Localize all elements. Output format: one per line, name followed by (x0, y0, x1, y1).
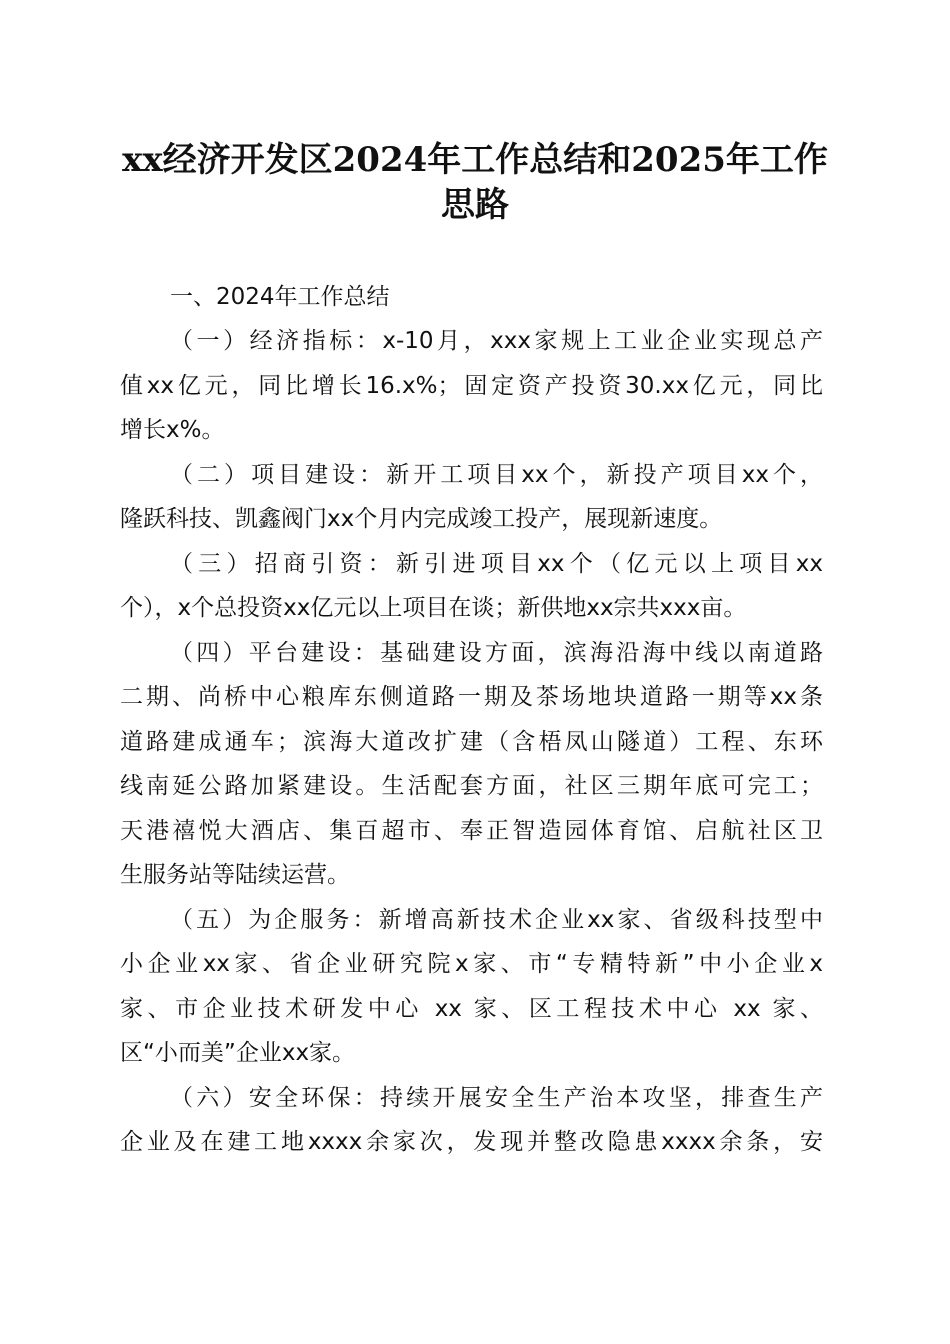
paragraph-line: 个），x个总投资xx亿元以上项目在谈；新供地xx宗共xxx亩。 (120, 595, 747, 621)
paragraph-line: （三）招商引资：新引进项目xx个（亿元以上项目xx (170, 550, 823, 577)
paragraph-line: 增长x%。 (120, 417, 225, 443)
paragraph (120, 1083, 823, 1172)
paragraph (120, 638, 823, 905)
paragraph (120, 460, 823, 549)
paragraph-line: 企业及在建工地xxxx余家次，发现并整改隐患xxxx余条，安 (120, 1129, 823, 1155)
document-title-line-2: 思路 (441, 185, 509, 225)
paragraph-line: 值xx亿元，同比增长16.x%；固定资产投资30.xx亿元，同比 (120, 372, 823, 399)
paragraph (120, 326, 823, 460)
paragraph-line: 天港禧悦大酒店、集百超市、奉正智造园体育馆、启航社区卫 (120, 817, 823, 844)
paragraph-line: （六）安全环保：持续开展安全生产治本攻坚，排查生产 (170, 1084, 823, 1111)
paragraph-line: 家、市企业技术研发中心 xx 家、区工程技术中心 xx 家、 (120, 995, 823, 1022)
paragraph-line: （四）平台建设：基础建设方面，滨海沿海中线以南道路 (170, 639, 823, 666)
paragraph-line: （一）经济指标：x-10月，xxx家规上工业企业实现总产 (170, 328, 823, 354)
paragraph-line: 线南延公路加紧建设。生活配套方面，社区三期年底可完工； (120, 773, 823, 799)
paragraph-line: （五）为企服务：新增高新技术企业xx家、省级科技型中 (170, 906, 823, 933)
paragraph-line: 道路建成通车；滨海大道改扩建（含梧凤山隧道）工程、东环 (120, 728, 823, 755)
paragraph (120, 905, 823, 1083)
paragraph-line: 二期、尚桥中心粮库东侧道路一期及茶场地块道路一期等xx条 (120, 684, 823, 710)
paragraph-line: 区“小而美”企业xx家。 (120, 1040, 356, 1066)
paragraph (120, 549, 823, 638)
paragraph-line: 小企业xx家、省企业研究院x家、市“专精特新”中小企业x (120, 951, 823, 977)
paragraph-line: 隆跃科技、凯鑫阀门xx个月内完成竣工投产，展现新速度。 (120, 506, 723, 532)
document-title-line-1: xx经济开发区2024年工作总结和2025年工作 (122, 140, 828, 180)
paragraph-line: 生服务站等陆续运营。 (120, 862, 350, 888)
document-body (120, 326, 823, 1172)
paragraph-line: （二）项目建设：新开工项目xx个，新投产项目xx个， (170, 461, 823, 488)
section-heading: 一、2024年工作总结 (170, 284, 390, 310)
